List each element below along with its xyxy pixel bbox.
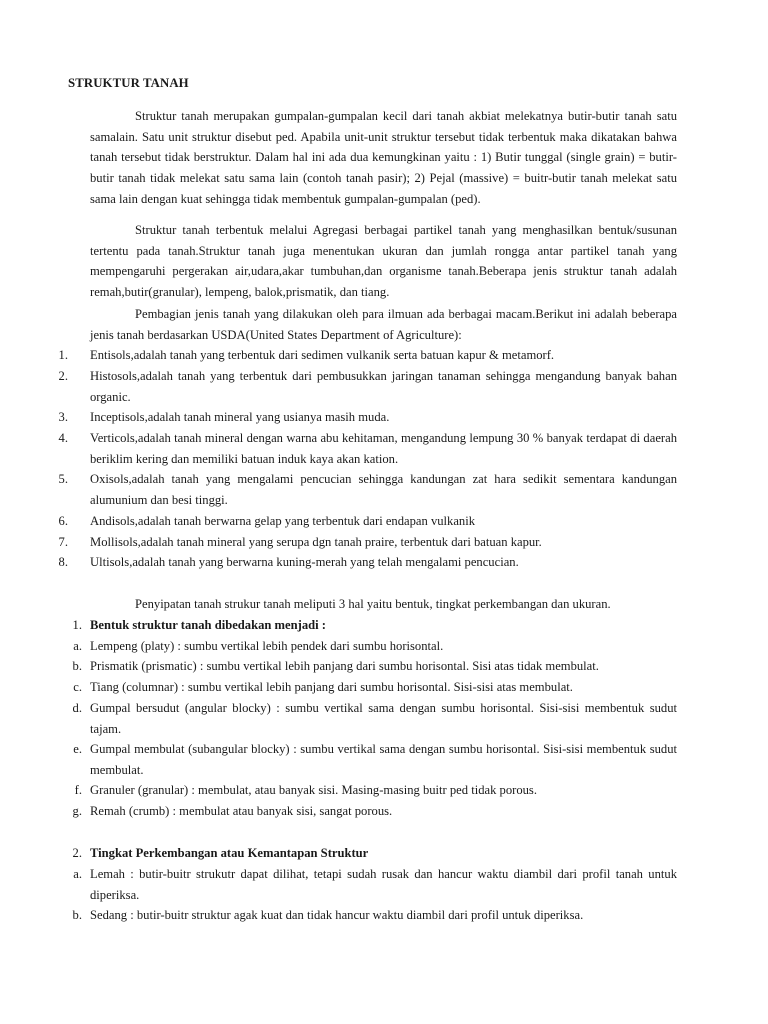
- section-number: 2.: [72, 846, 82, 860]
- list-text: Prismatik (prismatic) : sumbu vertikal lebih panjang dari sumbu horisontal. Sisi atas tidak membulat.: [90, 659, 599, 673]
- list-number: 1.: [58, 348, 68, 362]
- list-letter: e.: [73, 742, 82, 756]
- list-text: Ultisols,adalah tanah yang berwarna kuning-merah yang telah mengalami pencucian.: [90, 555, 519, 569]
- section-heading-text: Tingkat Perkembangan atau Kemantapan Struktur: [90, 846, 369, 860]
- list-item: [52, 345, 677, 366]
- list-item: [66, 636, 677, 657]
- list-text: Entisols,adalah tanah yang terbentuk dari sedimen vulkanik serta batuan kapur & metamorf.: [90, 348, 555, 362]
- paragraph-formation: [90, 220, 677, 303]
- list-item: [66, 864, 677, 905]
- list-letter: d.: [72, 701, 82, 715]
- list-number: 7.: [58, 535, 68, 549]
- list-text: Remah (crumb) : membulat atau banyak sisi, sangat porous.: [90, 804, 393, 818]
- list-text: Sedang : butir-buitr struktur agak kuat dan tidak hancur waktu diambil dari profil untuk diperiksa.: [90, 908, 584, 922]
- list-number: 8.: [58, 555, 68, 569]
- list-item: [52, 366, 677, 407]
- list-item: [52, 428, 677, 469]
- list-number: 3.: [58, 410, 68, 424]
- section-heading-form: [66, 615, 677, 636]
- list-letter: f.: [74, 783, 82, 797]
- list-number: 5.: [58, 472, 68, 486]
- list-letter: b.: [72, 908, 82, 922]
- list-item: [66, 780, 677, 801]
- list-number: 4.: [58, 431, 68, 445]
- paragraph-text: Penyipatan tanah strukur tanah meliputi 3 hal yaitu bentuk, tingkat perkembangan dan ukuran.: [135, 597, 611, 611]
- list-letter: b.: [72, 659, 82, 673]
- list-item: [52, 469, 677, 510]
- list-item: [52, 552, 677, 573]
- list-letter: a.: [73, 639, 82, 653]
- list-number: 6.: [58, 514, 68, 528]
- list-letter: c.: [73, 680, 82, 694]
- list-number: 2.: [58, 369, 68, 383]
- list-text: Histosols,adalah tanah yang terbentuk dari pembusukkan jaringan tanaman sehingga mengandung banyak bahan organic.: [90, 369, 677, 404]
- section-heading-development: [66, 843, 677, 864]
- document-title: STRUKTUR TANAH: [68, 76, 189, 90]
- paragraph-structure-properties: [90, 594, 677, 615]
- list-text: Lempeng (platy) : sumbu vertikal lebih pendek dari sumbu horisontal.: [90, 639, 444, 653]
- paragraph-definition: [90, 106, 677, 210]
- list-text: Tiang (columnar) : sumbu vertikal lebih panjang dari sumbu horisontal. Sisi-sisi atas membulat.: [90, 680, 573, 694]
- list-item: [52, 407, 677, 428]
- list-item: [66, 677, 677, 698]
- list-letter: g.: [72, 804, 82, 818]
- section-heading-text: Bentuk struktur tanah dibedakan menjadi :: [90, 618, 326, 632]
- list-text: Lemah : butir-buitr strukutr dapat dilihat, tetapi sudah rusak dan hancur waktu diambil dari profil tanah untuk diperiksa.: [90, 867, 677, 902]
- paragraph-text: Pembagian jenis tanah yang dilakukan oleh para ilmuan ada berbagai macam.Berikut ini adalah beberapa jenis tanah berdasarkan USDA(United States Department of Agriculture):: [90, 307, 677, 342]
- list-item: [66, 656, 677, 677]
- list-item: [66, 905, 677, 926]
- list-text: Gumpal membulat (subangular blocky) : sumbu vertikal sama dengan sumbu horisontal. Sisi-sisi membentuk sudut membulat.: [90, 742, 677, 777]
- list-text: Verticols,adalah tanah mineral dengan warna abu kehitaman, mengandung lempung 30 % banyak terdapat di daerah beriklim kering dan memiliki batuan induk kaya akan kation.: [90, 431, 677, 466]
- list-item: [52, 511, 677, 532]
- paragraph-usda-intro: [90, 304, 677, 345]
- section-number: 1.: [72, 618, 82, 632]
- list-item: [66, 698, 677, 739]
- list-item: [66, 739, 677, 780]
- list-text: Gumpal bersudut (angular blocky) : sumbu vertikal sama dengan sumbu horisontal. Sisi-sisi membentuk sudut tajam.: [90, 701, 677, 736]
- list-text: Andisols,adalah tanah berwarna gelap yang terbentuk dari endapan vulkanik: [90, 514, 476, 528]
- list-text: Inceptisols,adalah tanah mineral yang usianya masih muda.: [90, 410, 390, 424]
- list-item: [52, 532, 677, 553]
- list-letter: a.: [73, 867, 82, 881]
- paragraph-text: Struktur tanah merupakan gumpalan-gumpalan kecil dari tanah akbiat melekatnya butir-butir tanah satu samalain. Satu unit struktur disebut ped. Apabila unit-unit struktur tersebut tidak terbentuk maka dikatakan bahwa tanah tersebut tidak berstruktur. Dalam hal ini ada dua kemungkinan yaitu : 1) Butir tunggal (single grain) = butir-butir tanah tidak melekat satu sama lain (contoh tanah pasir); 2) Pejal (massive) = buitr-butir tanah melekat satu sama lain dengan kuat sehingga tidak membentuk gumpalan-gumpalan (ped).: [90, 109, 677, 206]
- list-text: Granuler (granular) : membulat, atau banyak sisi. Masing-masing buitr ped tidak porous.: [90, 783, 537, 797]
- list-text: Mollisols,adalah tanah mineral yang serupa dgn tanah praire, terbentuk dari batuan kapur.: [90, 535, 542, 549]
- list-item: [66, 801, 677, 822]
- list-text: Oxisols,adalah tanah yang mengalami pencucian sehingga kandungan zat hara sedikit sementara kandungan alumunium dan besi tinggi.: [90, 472, 677, 507]
- paragraph-text: Struktur tanah terbentuk melalui Agregasi berbagai partikel tanah yang menghasilkan bentuk/susunan tertentu pada tanah.Struktur tanah juga menentukan ukuran dan jumlah rongga antar partikel tanah yang mempengaruhi pergerakan air,udara,akar tumbuhan,dan organisme tanah.Beberapa jenis struktur tanah adalah remah,butir(granular), lempeng, balok,prismatik, dan tiang.: [90, 223, 677, 300]
